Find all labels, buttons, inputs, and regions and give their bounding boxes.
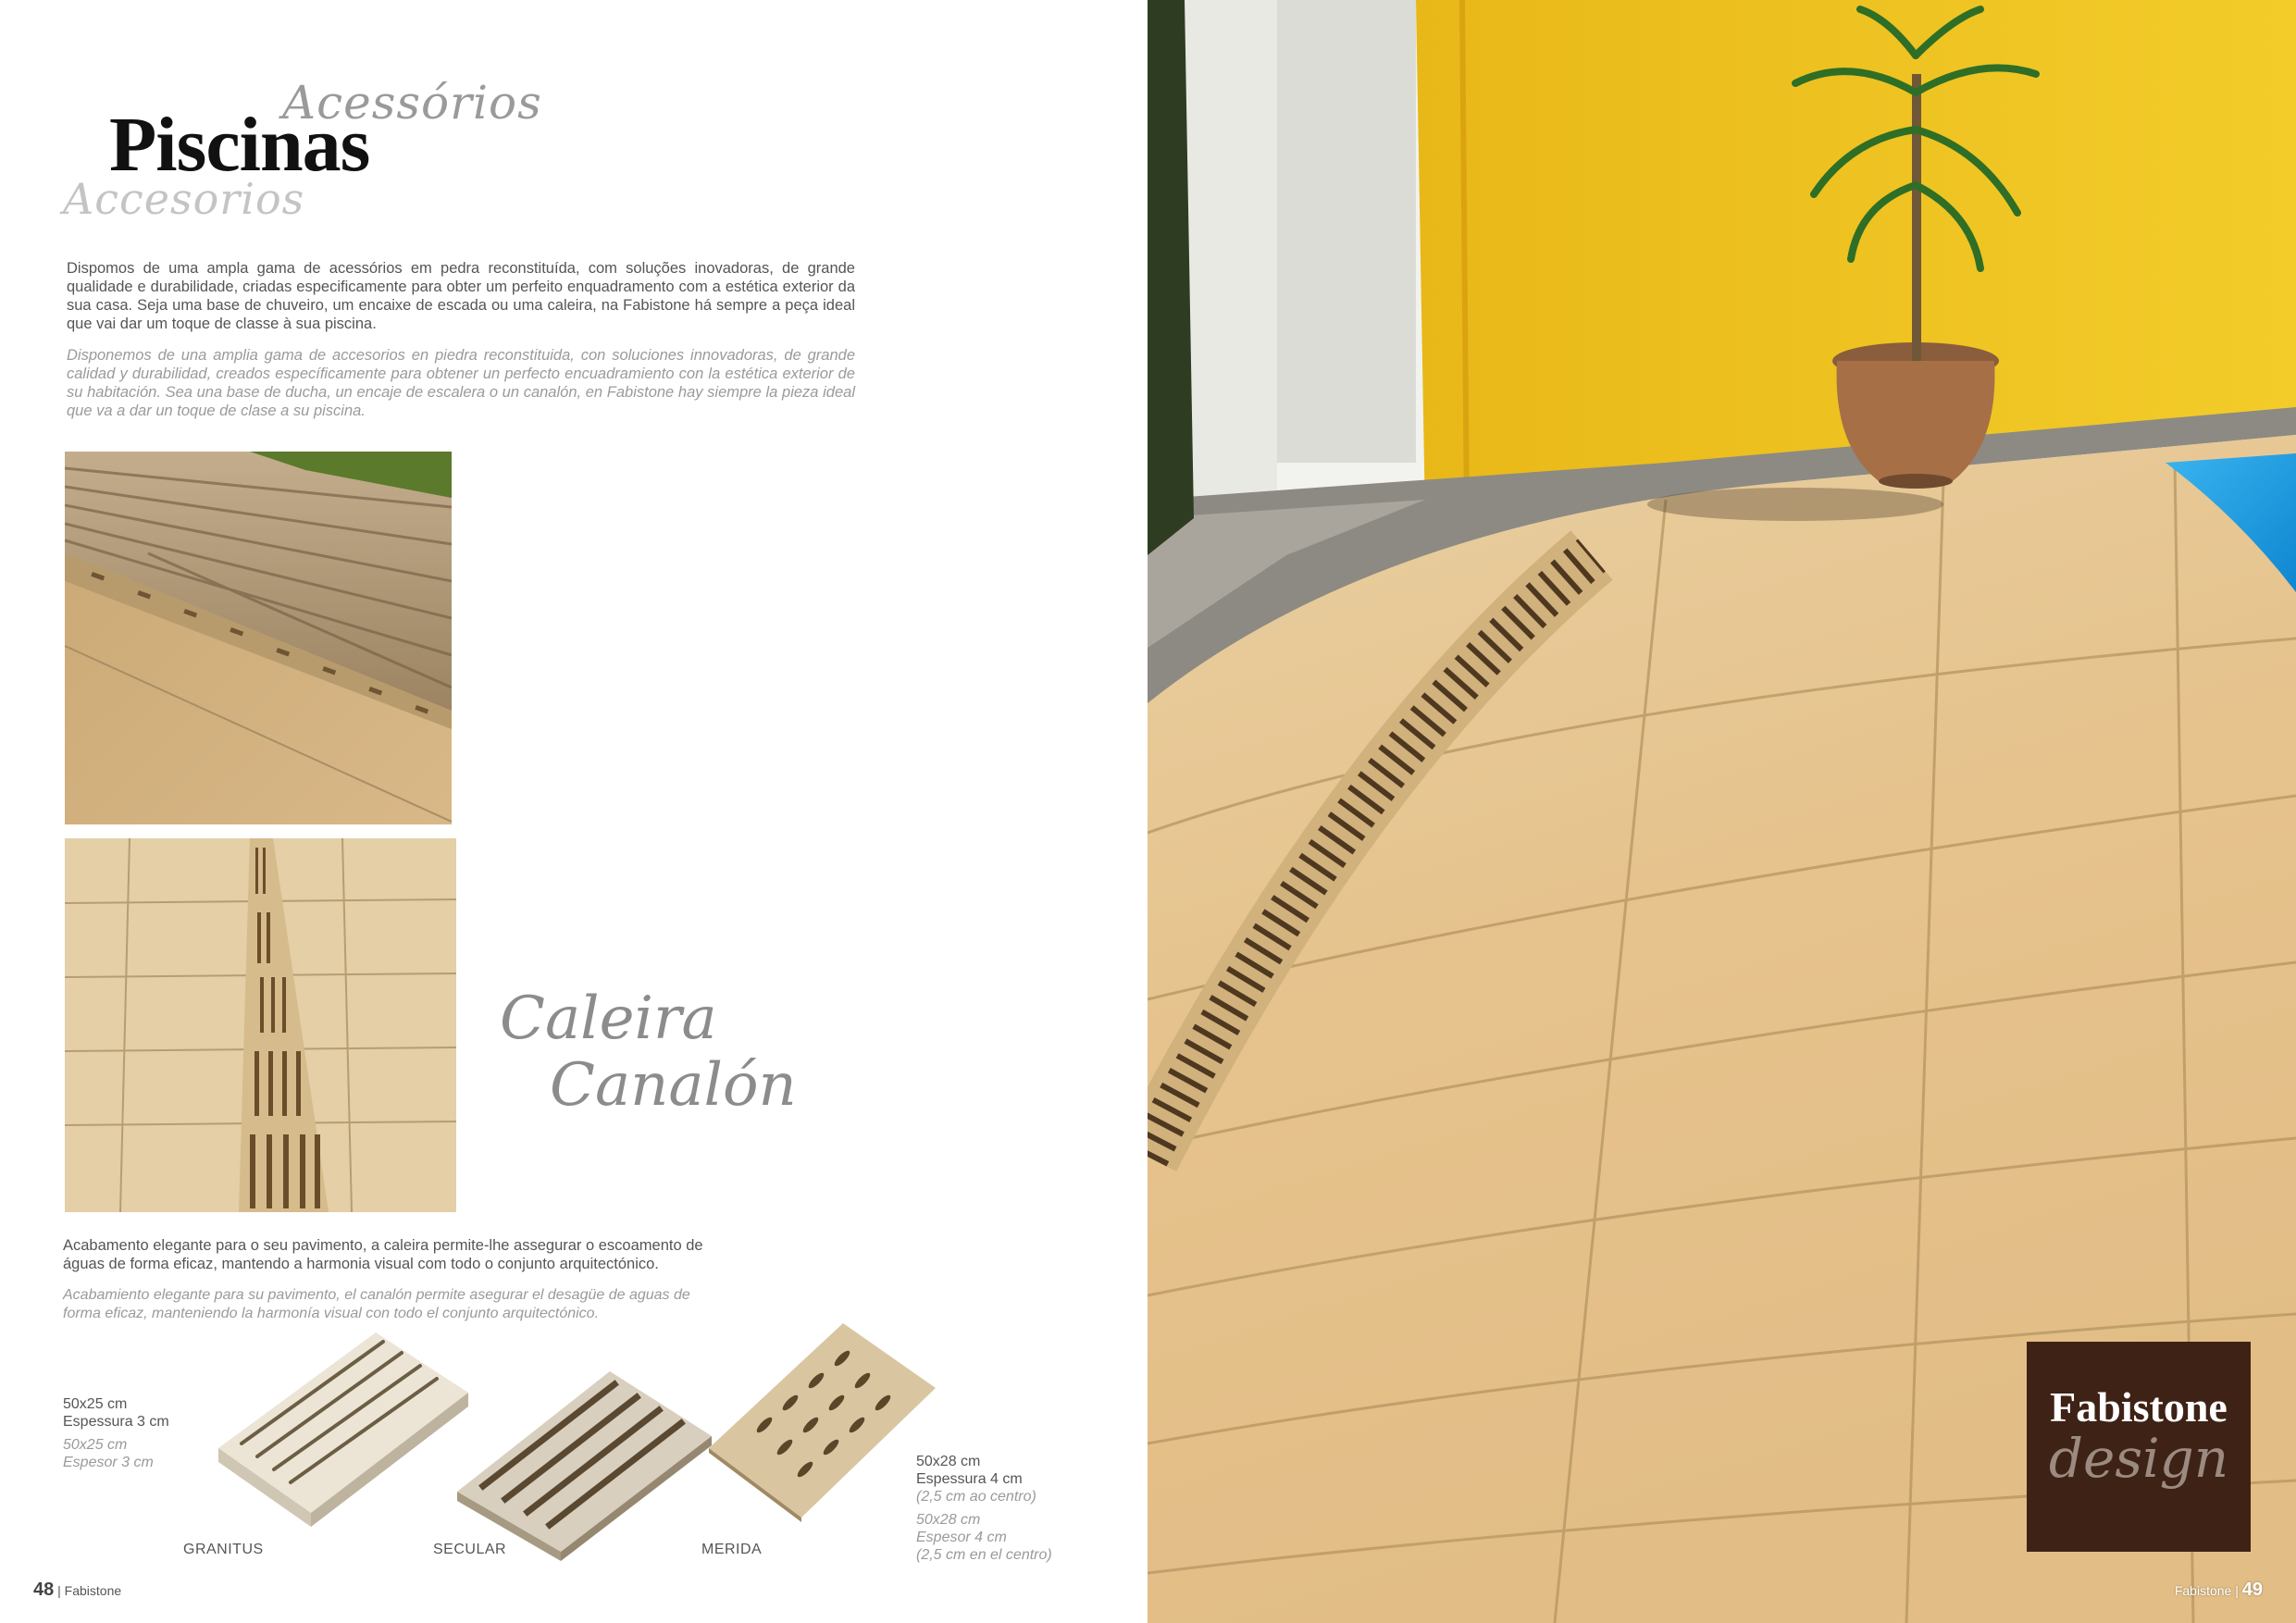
footer-brand-right: Fabistone | xyxy=(2174,1583,2239,1598)
product-merida-image xyxy=(709,1323,940,1527)
spec-size-pt: 50x25 cm xyxy=(63,1396,128,1412)
footer-left xyxy=(33,1580,121,1601)
page-number-left: 48 xyxy=(33,1580,55,1600)
section-text-pt: Acabamento elegante para o seu pavimento, a caleira permite-lhe assegurar o escoamento de águas de forma eficaz, mantendo a harmonia visual com todo o conjunto arquitectónico. xyxy=(63,1237,703,1272)
spec-thickness-es: Espesor 3 cm xyxy=(63,1455,154,1470)
spec-thickness-pt: Espessura 3 cm xyxy=(63,1414,169,1430)
intro-text-pt: Dispomos de uma ampla gama de acessórios em pedra reconstituída, com soluções inovadoras, de grande qualidade e durabilidade, criadas especificamente para obter um perfeito enquadramento com a estética exterior da sua casa. Seja uma base de chuveiro, um encaixe de escada ou uma caleira, na Fabistone há sempre a peça ideal que vai dar um toque de classe à sua piscina. xyxy=(67,260,855,332)
photo-paving-drain xyxy=(65,838,456,1212)
photo-stone-wall-drain xyxy=(65,452,452,824)
spec-50x28 xyxy=(916,1453,1052,1564)
spec-50x25 xyxy=(63,1395,169,1471)
product-label-secular: SECULAR xyxy=(433,1542,507,1557)
spec-size-es: 50x28 cm xyxy=(916,1512,981,1528)
subtitle-es: Accesorios xyxy=(63,174,305,224)
spec-thickness-es: Espesor 4 cm xyxy=(916,1530,1007,1545)
footer-right xyxy=(2175,1580,2263,1601)
intro-text-es: Disponemos de una amplia gama de accesorios en piedra reconstituida, con soluciones innovadoras, de grande calidad y durabilidad, creados específicamente para obtener un perfecto encuadramiento con la estética exterior de su habitación. Sea una base de ducha, un encaje de escalera o un canalón, en Fabistone hay siempre la pieza ideal que va a dar un toque de clase a su piscina. xyxy=(67,347,855,419)
product-granitus-image xyxy=(218,1332,478,1531)
section-title-es: Canalón xyxy=(550,1051,797,1120)
fabistone-design-logo xyxy=(2027,1342,2251,1552)
product-label-merida: MERIDA xyxy=(701,1542,763,1557)
section-title-pt: Caleira xyxy=(500,985,717,1053)
logo-brand: Fabistone xyxy=(2050,1383,2228,1431)
product-secular-image xyxy=(457,1371,716,1566)
spec-thickness-pt: Espessura 4 cm xyxy=(916,1471,1023,1487)
product-label-granitus: GRANITUS xyxy=(183,1542,264,1557)
spec-size-es: 50x25 cm xyxy=(63,1437,128,1453)
spec-size-pt: 50x28 cm xyxy=(916,1454,981,1469)
subtitle-pt: Acessórios xyxy=(282,76,542,130)
spec-note-pt: (2,5 cm ao centro) xyxy=(916,1489,1036,1505)
page-title: Piscinas xyxy=(109,102,370,188)
logo-design: design xyxy=(2048,1427,2229,1490)
spec-note-es: (2,5 cm en el centro) xyxy=(916,1547,1052,1563)
footer-brand-left: | Fabistone xyxy=(57,1583,122,1598)
page-number-right: 49 xyxy=(2241,1580,2263,1600)
section-text-es: Acabamiento elegante para su pavimento, el canalón permite asegurar el desagüe de aguas de forma eficaz, manteniendo la harmonía visual con todo el conjunto arquitectónico. xyxy=(63,1287,690,1321)
